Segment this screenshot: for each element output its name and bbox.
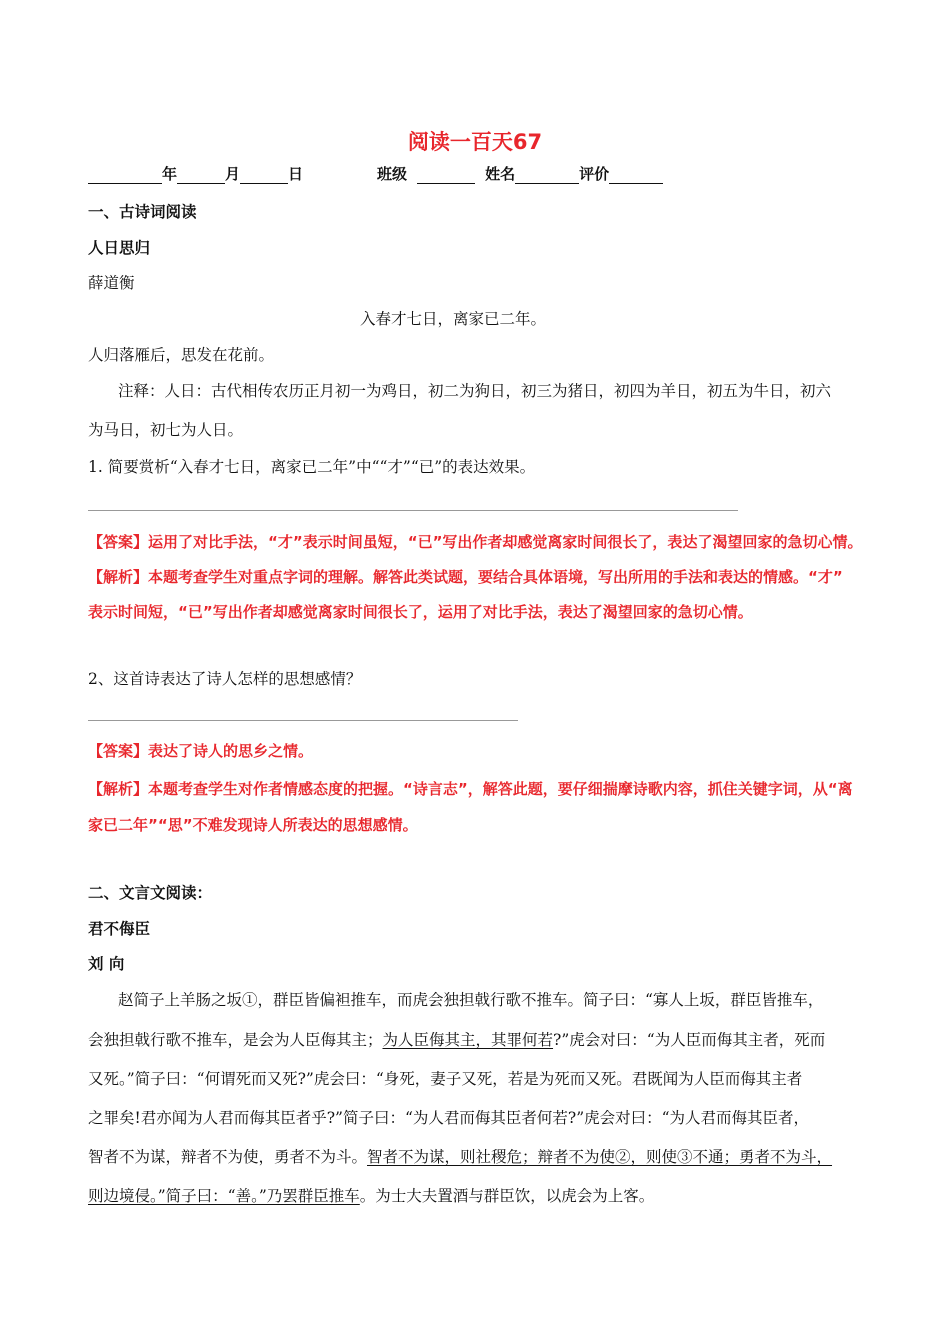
passage-line-2-b: ?”虎会对曰：“为人臣而侮其主者，死而 [553, 1031, 826, 1049]
passage-line-4: 之罪矣!君亦闻为人君而侮其臣者乎?”简子曰：“为人君而侮其臣者何若?”虎会对曰：“为人君而侮其臣者， [88, 1109, 810, 1127]
q1-analysis-line-1: 【解析】本题考查学生对重点字词的理解。解答此类试题，要结合具体语境，写出所用的手法和表达的情感。“才” [88, 568, 843, 586]
passage-line-2-a: 会独担戟行歌不推车，是会为人臣侮其主； [88, 1031, 383, 1049]
text-author: 刘 向 [88, 955, 125, 973]
passage-underline-3: 则边境侵。”简子曰：“善。”乃罢群臣推车 [88, 1187, 360, 1205]
passage-line-5-a: 智者不为谋，辩者不为使，勇者不为斗。 [88, 1148, 368, 1166]
section1-heading: 一、古诗词阅读 [88, 203, 197, 221]
year-blank[interactable] [88, 167, 162, 184]
month-blank[interactable] [177, 167, 225, 184]
passage-underline-1: 为人臣侮其主，其罪何若 [382, 1031, 554, 1049]
question-2: 2、这首诗表达了诗人怎样的思想感情？ [88, 670, 362, 688]
poem-line-1: 入春才七日，离家已二年。 [360, 310, 547, 328]
name-label: 姓名 [485, 165, 516, 183]
poem-line-2: 人归落雁后，思发在花前。 [88, 346, 275, 364]
info-header [88, 164, 663, 184]
q2-answer: 【答案】表达了诗人的思乡之情。 [88, 742, 314, 760]
day-label: 日 [288, 165, 304, 183]
passage-line-6-b: 。为士大夫置酒与群臣饮，以虎会为上客。 [359, 1187, 655, 1205]
passage-line-2 [88, 1030, 825, 1050]
q1-answer: 【答案】运用了对比手法，“才”表示时间虽短，“已”写出作者却感觉离家时间很长了，表达了渴望回家的急切心情。 [88, 533, 863, 551]
poem-author: 薛道衡 [88, 274, 135, 292]
q2-analysis-line-2: 家已二年”“思”不难发现诗人所表达的思想感情。 [88, 816, 418, 834]
year-label: 年 [162, 165, 178, 183]
passage-line-3: 又死。”简子曰：“何谓死而又死?”虎会曰：“身死，妻子又死，若是为死而又死。君既闻为人臣而侮其主者 [88, 1070, 803, 1088]
class-blank[interactable] [417, 167, 475, 184]
note-line-1: 注释：人日：古代相传农历正月初一为鸡日，初二为狗日，初三为猪日，初四为羊日，初五为牛日，初六 [118, 382, 832, 400]
text-title: 君不侮臣 [88, 920, 151, 938]
q2-analysis-line-1: 【解析】本题考查学生对作者情感态度的把握。“诗言志”，解答此题，要仔细揣摩诗歌内容，抓住关键字词，从“离 [88, 780, 853, 798]
passage-line-6 [88, 1186, 654, 1206]
month-label: 月 [225, 165, 241, 183]
poem-title: 人日思归 [88, 239, 151, 257]
answer-line-1[interactable] [88, 510, 738, 511]
passage-line-5 [88, 1147, 832, 1167]
eval-label: 评价 [579, 165, 610, 183]
class-label: 班级 [377, 165, 408, 183]
note-line-2: 为马日，初七为人日。 [88, 421, 244, 439]
passage-line-1: 赵简子上羊肠之坂①，群臣皆偏袒推车，而虎会独担戟行歌不推车。简子曰：“寡人上坂，群臣皆推车， [118, 991, 824, 1009]
q1-analysis-line-2: 表示时间短，“已”写出作者却感觉离家时间很长了，运用了对比手法，表达了渴望回家的急切心情。 [88, 603, 753, 621]
section2-heading: 二、文言文阅读： [88, 884, 213, 902]
page-title: 阅读一百天67 [407, 130, 543, 154]
day-blank[interactable] [240, 167, 288, 184]
answer-line-2[interactable] [88, 720, 518, 721]
passage-underline-2: 智者不为谋，则社稷危；辩者不为使②，则使③不通；勇者不为斗， [367, 1148, 833, 1166]
eval-blank[interactable] [609, 167, 663, 184]
name-blank[interactable] [515, 167, 579, 184]
question-1: 1. 简要赏析“入春才七日，离家已二年”中““才”“已”的表达效果。 [88, 458, 536, 476]
